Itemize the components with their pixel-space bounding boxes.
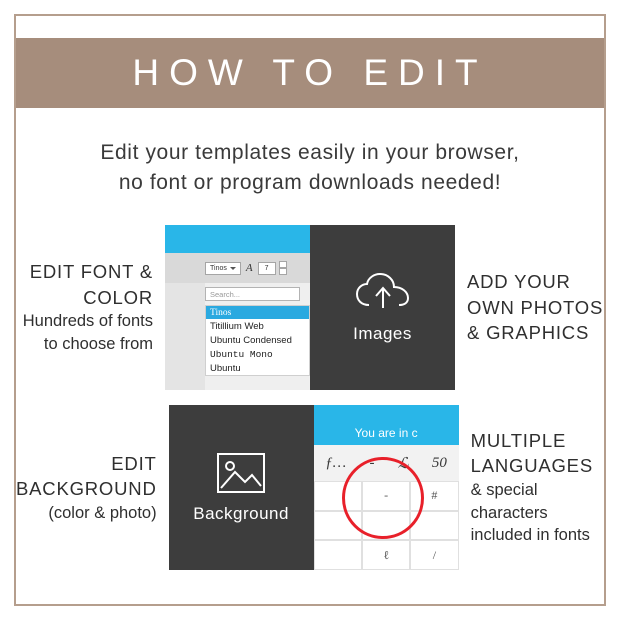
feature-row-bottom: [16, 405, 604, 570]
background-panel-label: Background: [193, 503, 289, 523]
caption-title-3: & GRAPHICS: [467, 322, 590, 344]
images-panel-label: Images: [353, 323, 412, 343]
caption-add-photos: [455, 269, 604, 346]
caption-body: (color & photo): [48, 503, 157, 522]
font-style-icon[interactable]: A: [245, 262, 253, 274]
caption-title-2: OWN PHOTOS: [467, 296, 604, 318]
subtitle: [40, 138, 580, 198]
caption-edit-font-color: [16, 259, 165, 356]
image-placeholder-icon: [216, 452, 266, 494]
images-panel[interactable]: [310, 225, 455, 390]
font-family-dropdown[interactable]: [205, 262, 241, 275]
caption-title-2: LANGUAGES: [470, 455, 593, 477]
font-picker-panel[interactable]: [165, 225, 310, 390]
caption-title-2: BACKGROUND: [16, 478, 157, 500]
font-size-stepper[interactable]: [279, 261, 287, 275]
caption-title: ADD YOUR: [467, 271, 571, 293]
font-list-item[interactable]: Tinos: [206, 306, 309, 319]
header-band: [16, 38, 604, 108]
character-key[interactable]: /: [410, 540, 458, 570]
special-char[interactable]: ℒ: [397, 455, 409, 472]
font-list-item[interactable]: Ubuntu Condensed: [210, 334, 292, 346]
caption-title: MULTIPLE: [470, 429, 567, 451]
subtitle-line-1: Edit your templates easily in your browser,: [100, 141, 520, 164]
feature-row-top: [16, 225, 604, 390]
background-panel[interactable]: [169, 405, 314, 570]
special-char[interactable]: 50: [431, 454, 447, 471]
caption-body: Hundreds of fonts to choose from: [22, 312, 153, 354]
character-key[interactable]: -: [362, 481, 410, 511]
special-char[interactable]: -: [369, 454, 375, 471]
font-search-input[interactable]: Search...: [205, 287, 300, 301]
font-toolbar: [165, 253, 310, 283]
caption-body: & special characters included in fonts: [470, 480, 590, 545]
caption-title: EDIT FONT &: [29, 261, 153, 283]
cloud-upload-icon: [355, 272, 411, 314]
caption-edit-background: [16, 451, 169, 525]
language-banner: You are in c: [314, 405, 459, 445]
font-list[interactable]: [205, 305, 310, 376]
highlight-circle-annotation: [342, 454, 424, 539]
chevron-down-icon: [230, 267, 236, 270]
font-panel-left-gutter: [165, 283, 205, 390]
character-key[interactable]: [314, 540, 362, 570]
special-char[interactable]: ƒ…: [325, 454, 347, 471]
font-family-value: Tinos: [210, 264, 227, 272]
font-list-item[interactable]: Ubuntu Mono: [210, 348, 273, 360]
character-key[interactable]: ℓ: [362, 540, 410, 570]
caption-title: EDIT: [111, 452, 157, 474]
font-panel-blue-bar: [165, 225, 310, 253]
subtitle-line-2: no font or program downloads needed!: [118, 170, 502, 194]
page-title: HOW TO EDIT: [132, 52, 488, 93]
font-size-input[interactable]: 7: [258, 262, 276, 275]
language-keyboard-panel[interactable]: [314, 405, 459, 570]
font-list-item[interactable]: Ubuntu: [210, 362, 241, 374]
font-list-item[interactable]: Titillium Web: [210, 320, 264, 332]
caption-title-2: COLOR: [83, 286, 153, 308]
caption-multiple-languages: [459, 428, 604, 547]
character-key[interactable]: #: [410, 481, 458, 511]
